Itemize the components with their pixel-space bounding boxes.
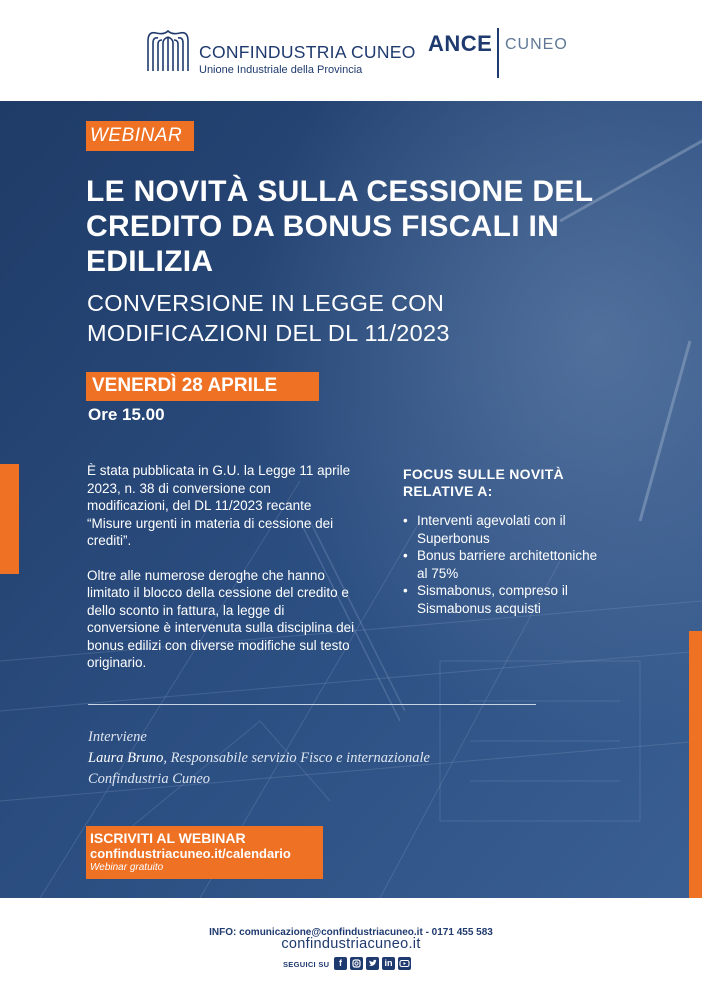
ance-separator bbox=[497, 28, 499, 78]
confindustria-logo-icon bbox=[144, 27, 192, 75]
list-item: • Interventi agevolati con il Superbonus bbox=[403, 512, 603, 547]
speaker-name: Laura Bruno bbox=[88, 750, 164, 766]
focus-title: FOCUS SULLE NOVITÀ RELATIVE A: bbox=[403, 466, 564, 499]
ance-name: ANCE bbox=[428, 31, 493, 56]
list-item: • Sismabonus, compreso il Sismabonus acquisti bbox=[403, 582, 603, 617]
event-subtitle: CONVERSIONE IN LEGGE CON MODIFICAZIONI DEL DL 11/2023 bbox=[87, 290, 450, 346]
speaker-organization: Confindustria Cuneo bbox=[88, 771, 211, 787]
speaker-line bbox=[88, 748, 538, 769]
register-button[interactable] bbox=[86, 826, 323, 879]
register-label: ISCRIVITI AL WEBINAR bbox=[90, 830, 246, 846]
webinar-tag bbox=[86, 121, 194, 151]
speaker-intro: Interviene bbox=[88, 729, 147, 745]
ance-location: CUNEO bbox=[505, 36, 568, 53]
speaker-role: , Responsabile servizio Fisco e internazionale bbox=[163, 750, 430, 766]
youtube-icon[interactable] bbox=[398, 957, 411, 970]
free-label: Webinar gratuito bbox=[90, 862, 164, 873]
webinar-tag-label: WEBINAR bbox=[90, 125, 183, 146]
accent-bar-left bbox=[0, 464, 19, 574]
speaker-info bbox=[88, 727, 538, 790]
event-date: VENERDÌ 28 APRILE bbox=[92, 375, 278, 396]
instagram-icon[interactable] bbox=[350, 957, 363, 970]
follow-label: SEGUICI SU bbox=[283, 960, 330, 969]
register-link[interactable]: confindustriacuneo.it/calendario bbox=[90, 846, 291, 861]
confindustria-subtitle: Unione Industriale della Provincia bbox=[199, 64, 363, 76]
twitter-icon[interactable] bbox=[366, 957, 379, 970]
description bbox=[87, 462, 355, 689]
facebook-icon[interactable]: f bbox=[334, 957, 347, 970]
date-tag bbox=[86, 372, 319, 401]
confindustria-name: CONFINDUSTRIA CUNEO bbox=[199, 42, 416, 62]
header bbox=[0, 0, 702, 101]
focus-list bbox=[403, 512, 603, 617]
contact-info: INFO: comunicazione@confindustriacuneo.it - 0171 455 583 bbox=[209, 927, 493, 938]
list-item: • Bonus barriere architettoniche al 75% bbox=[403, 547, 603, 582]
website-link[interactable]: confindustriacuneo.it bbox=[281, 936, 421, 952]
accent-bar-right bbox=[689, 631, 702, 898]
event-title: LE NOVITÀ SULLA CESSIONE DEL CREDITO DA BONUS FISCALI IN EDILIZIA bbox=[86, 175, 593, 278]
description-paragraph: È stata pubblicata in G.U. la Legge 11 aprile 2023, n. 38 di conversione con modificazioni, del DL 11/2023 recante “Misure urgenti in materia di cessione dei crediti”. bbox=[87, 463, 351, 548]
description-paragraph: Oltre alle numerose deroghe che hanno limitato il blocco della cessione del credito e dello sconto in fattura, la legge di conversione è intervenuta sulla disciplina dei bonus edilizi con diverse modifiche sul testo originario. bbox=[87, 567, 355, 670]
event-time: Ore 15.00 bbox=[88, 405, 165, 424]
linkedin-icon[interactable]: in bbox=[382, 957, 395, 970]
divider bbox=[88, 704, 536, 705]
